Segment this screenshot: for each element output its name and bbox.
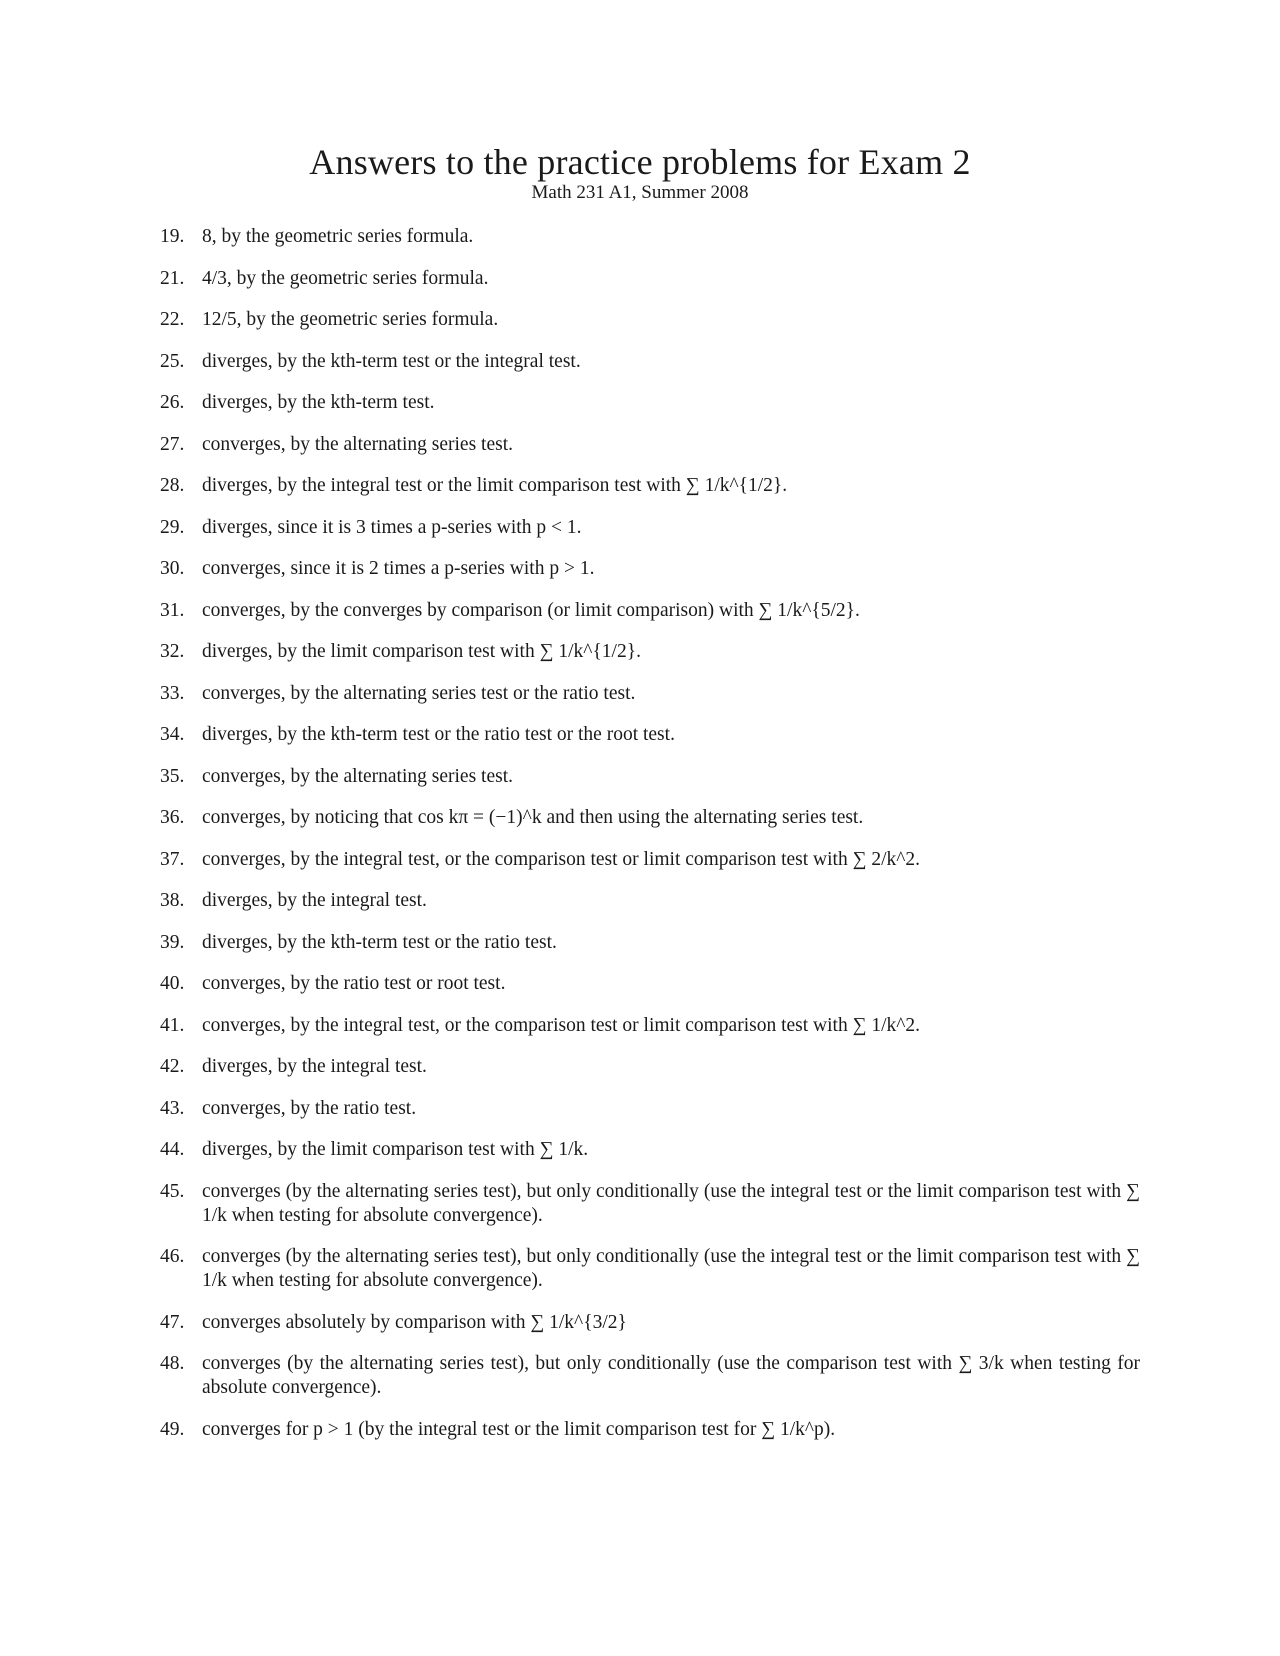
answer-item — [160, 1418, 1140, 1442]
answer-text: diverges, by the integral test. — [202, 1056, 427, 1077]
answer-number: 46. — [160, 1246, 185, 1267]
answer-number: 48. — [160, 1353, 185, 1374]
answer-item — [160, 1097, 1140, 1121]
answer-item — [160, 516, 1140, 540]
answer-number: 32. — [160, 641, 185, 662]
answer-text: 12/5, by the geometric series formula. — [202, 309, 499, 330]
answer-number: 26. — [160, 392, 185, 413]
answer-text: converges (by the alternating series test), but only conditionally (use the comparison test with ∑ 3/k when testing for absolute convergence). — [202, 1353, 1140, 1398]
answer-text: diverges, by the integral test. — [202, 890, 427, 911]
answer-number: 30. — [160, 558, 185, 579]
answer-item — [160, 765, 1140, 789]
answer-text: converges for p > 1 (by the integral test or the limit comparison test for ∑ 1/k^p). — [202, 1418, 836, 1440]
answer-text: converges absolutely by comparison with ∑ 1/k^{3/2} — [202, 1311, 627, 1333]
answer-text: converges (by the alternating series test), but only conditionally (use the integral test or the limit comparison test with ∑ 1/k when testing for absolute convergence). — [202, 1246, 1140, 1291]
answer-text: converges, by the converges by comparison (or limit comparison) with ∑ 1/k^{5/2}. — [202, 599, 860, 621]
answer-number: 41. — [160, 1014, 185, 1036]
answer-number: 22. — [160, 309, 185, 330]
answer-number: 35. — [160, 765, 185, 787]
answer-item — [160, 391, 1140, 415]
answer-item — [160, 889, 1140, 913]
answer-number: 47. — [160, 1311, 185, 1333]
answer-number: 36. — [160, 807, 185, 828]
answer-number: 28. — [160, 475, 185, 496]
answer-text: converges, by the alternating series test. — [202, 765, 514, 787]
answer-number: 33. — [160, 682, 185, 704]
answer-text: diverges, by the kth-term test or the ratio test. — [202, 931, 557, 953]
answer-item — [160, 1352, 1140, 1400]
answer-text: converges (by the alternating series test), but only conditionally (use the integral test or the limit comparison test with ∑ 1/k when testing for absolute convergence). — [202, 1180, 1140, 1226]
answer-text: converges, since it is 2 times a p-series with p > 1. — [202, 558, 595, 579]
answer-item — [160, 1180, 1140, 1228]
answer-item — [160, 557, 1140, 581]
answer-item — [160, 225, 1140, 249]
answer-item — [160, 267, 1140, 291]
document-subtitle: Math 231 A1, Summer 2008 — [531, 182, 749, 203]
answer-number: 27. — [160, 433, 185, 455]
answer-item — [160, 682, 1140, 706]
answer-number: 25. — [160, 350, 185, 372]
answer-text: converges, by the ratio test. — [202, 1097, 417, 1119]
answer-item — [160, 474, 1140, 498]
answers-list — [160, 225, 1140, 1459]
document-title: Answers to the practice problems for Exam 2 — [309, 142, 971, 182]
answer-item — [160, 972, 1140, 996]
answer-number: 43. — [160, 1097, 185, 1119]
answer-text: converges, by the alternating series test or the ratio test. — [202, 682, 636, 704]
answer-text: diverges, by the limit comparison test with ∑ 1/k^{1/2}. — [202, 641, 641, 662]
answer-text: diverges, by the integral test or the limit comparison test with ∑ 1/k^{1/2}. — [202, 475, 788, 496]
answer-number: 37. — [160, 848, 185, 870]
answer-text: converges, by the ratio test or root test. — [202, 973, 506, 994]
answer-item — [160, 1311, 1140, 1335]
answer-number: 39. — [160, 931, 185, 953]
answer-number: 19. — [160, 226, 185, 247]
answer-text: diverges, by the limit comparison test with ∑ 1/k. — [202, 1139, 589, 1160]
answer-item — [160, 806, 1140, 830]
answer-item — [160, 433, 1140, 457]
answer-text: converges, by noticing that cos kπ = (−1)^k and then using the alternating series test. — [202, 807, 864, 828]
answer-text: converges, by the alternating series test. — [202, 433, 514, 455]
answer-text: diverges, by the kth-term test or the integral test. — [202, 350, 581, 372]
answer-item — [160, 931, 1140, 955]
answer-number: 38. — [160, 890, 185, 911]
answer-text: converges, by the integral test, or the comparison test or limit comparison test with ∑ 1/k^2. — [202, 1014, 921, 1036]
answer-item — [160, 1138, 1140, 1162]
answer-number: 45. — [160, 1180, 185, 1202]
answer-item — [160, 1055, 1140, 1079]
answer-number: 42. — [160, 1056, 185, 1077]
answer-item — [160, 1014, 1140, 1038]
answer-number: 34. — [160, 724, 185, 745]
answer-item — [160, 640, 1140, 664]
answer-item — [160, 599, 1140, 623]
answer-text: diverges, by the kth-term test or the ratio test or the root test. — [202, 724, 675, 745]
answer-item — [160, 848, 1140, 872]
answer-text: diverges, since it is 3 times a p-series with p < 1. — [202, 516, 582, 538]
answer-number: 21. — [160, 267, 185, 289]
answer-item — [160, 723, 1140, 747]
answer-number: 40. — [160, 973, 185, 994]
answer-item — [160, 308, 1140, 332]
answer-number: 49. — [160, 1418, 185, 1440]
answer-number: 31. — [160, 599, 185, 621]
answer-text: 4/3, by the geometric series formula. — [202, 267, 489, 289]
answer-text: 8, by the geometric series formula. — [202, 226, 474, 247]
answer-text: diverges, by the kth-term test. — [202, 392, 435, 413]
answer-number: 44. — [160, 1139, 185, 1160]
answer-number: 29. — [160, 516, 185, 538]
answer-item — [160, 1245, 1140, 1293]
answer-item — [160, 350, 1140, 374]
answer-text: converges, by the integral test, or the comparison test or limit comparison test with ∑ 2/k^2. — [202, 848, 921, 870]
